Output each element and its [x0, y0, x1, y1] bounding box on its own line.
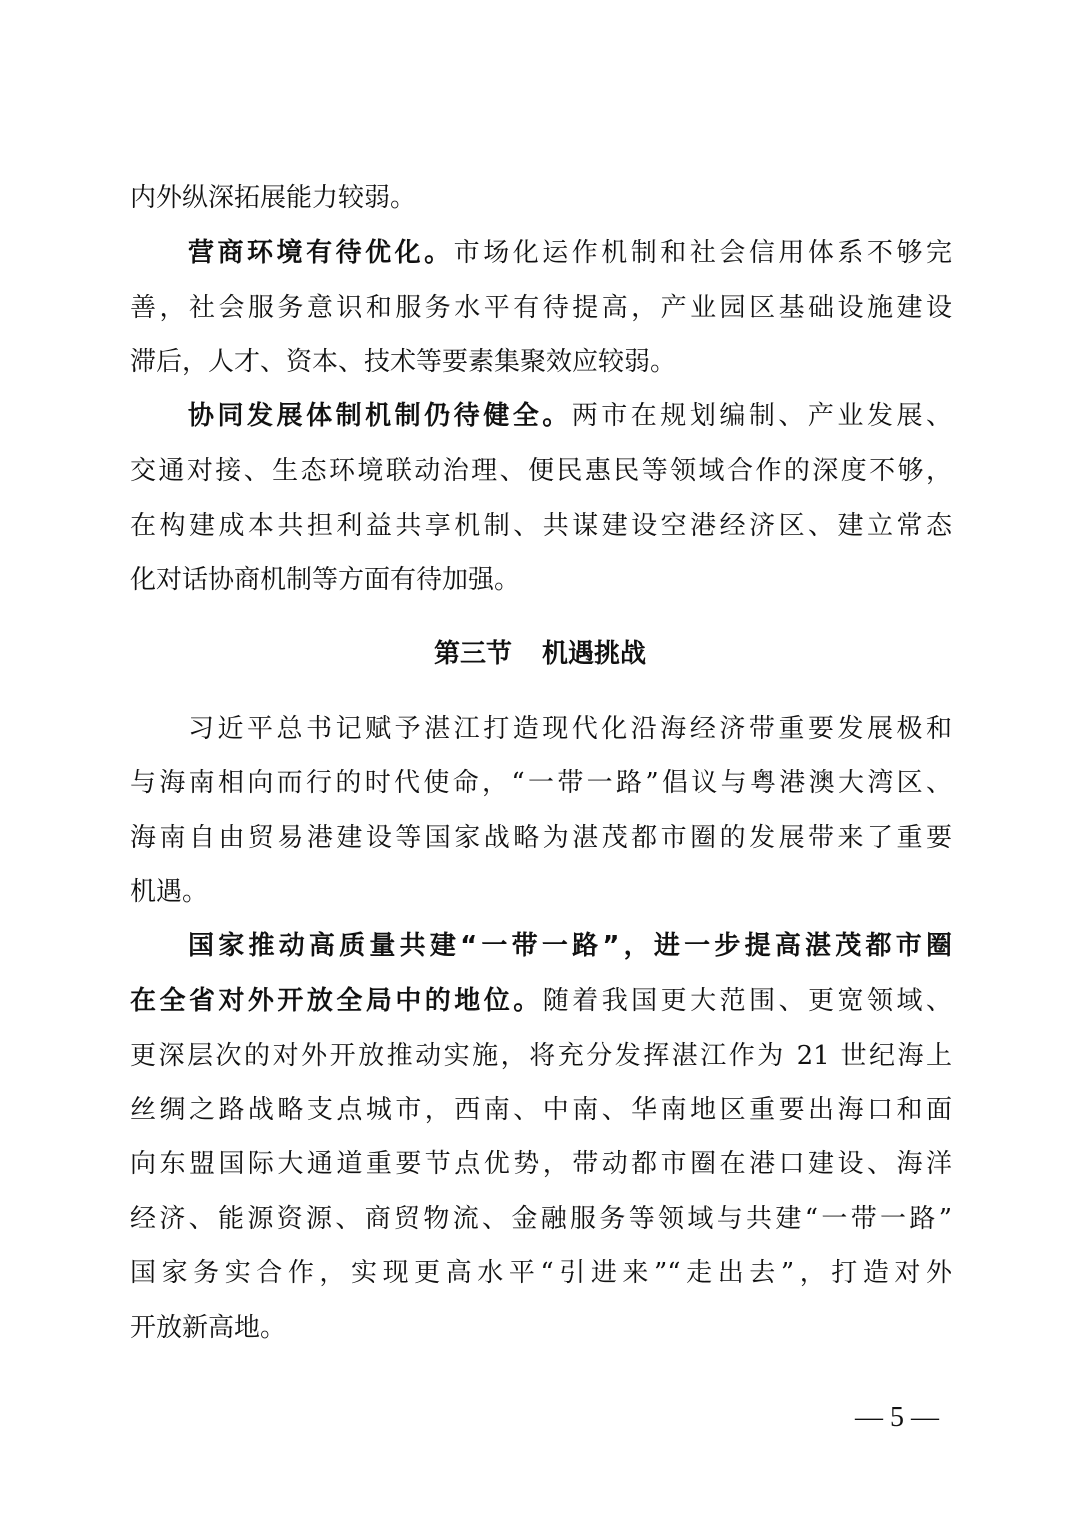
paragraph-line [188, 396, 952, 436]
section-heading [0, 634, 1080, 674]
paragraph-text: 随着我国更大范围、更宽领域、 [542, 986, 952, 1016]
paragraph-line: 国家务实合作，实现更高水平“引进来”“走出去”，打造对外 [130, 1258, 952, 1288]
paragraph-line: 向东盟国际大通道重要节点优势，带动都市圈在港口建设、海洋 [130, 1149, 952, 1179]
paragraph-line: 在构建成本共担利益共享机制、共谋建设空港经济区、建立常态 [130, 511, 952, 541]
page-number: — 5 — [855, 1402, 939, 1433]
paragraph-lead: 营商环境有待优化。 [188, 238, 454, 268]
paragraph-lead: 协同发展体制机制仍待健全。 [188, 401, 572, 431]
paragraph-lead: 在全省对外开放全局中的地位。 [130, 986, 543, 1016]
section-number: 第三节 [433, 639, 512, 669]
paragraph-line: 丝绸之路战略支点城市，西南、中南、华南地区重要出海口和面 [130, 1095, 952, 1125]
paragraph-line: 开放新高地。 [130, 1313, 287, 1343]
section-title: 机遇挑战 [542, 639, 647, 669]
paragraph-line: 更深层次的对外开放推动实施，将充分发挥湛江作为 21 世纪海上 [130, 1041, 952, 1071]
paragraph-text: 市场化运作机制和社会信用体系不够完 [453, 238, 952, 268]
paragraph-line: 交通对接、生态环境联动治理、便民惠民等领域合作的深度不够， [130, 456, 952, 486]
paragraph-line: 习近平总书记赋予湛江打造现代化沿海经济带重要发展极和 [188, 714, 952, 744]
paragraph-text: 两市在规划编制、产业发展、 [571, 401, 952, 431]
paragraph-line: 内外纵深拓展能力较弱。 [130, 183, 417, 213]
paragraph-line: 机遇。 [130, 877, 209, 907]
paragraph-line: 与海南相向而行的时代使命，“一带一路”倡议与粤港澳大湾区、 [130, 768, 952, 798]
paragraph-line [188, 233, 952, 273]
paragraph-line: 善，社会服务意识和服务水平有待提高，产业园区基础设施建设 [130, 293, 952, 323]
paragraph-lead-line: 国家推动高质量共建“一带一路”，进一步提高湛茂都市圈 [188, 931, 952, 961]
paragraph-line: 经济、能源资源、商贸物流、金融服务等领域与共建“一带一路” [130, 1204, 952, 1234]
paragraph-line [130, 981, 952, 1021]
paragraph-line: 化对话协商机制等方面有待加强。 [130, 565, 521, 595]
paragraph-line: 海南自由贸易港建设等国家战略为湛茂都市圈的发展带来了重要 [130, 823, 952, 853]
paragraph-line: 滞后，人才、资本、技术等要素集聚效应较弱。 [130, 347, 677, 377]
